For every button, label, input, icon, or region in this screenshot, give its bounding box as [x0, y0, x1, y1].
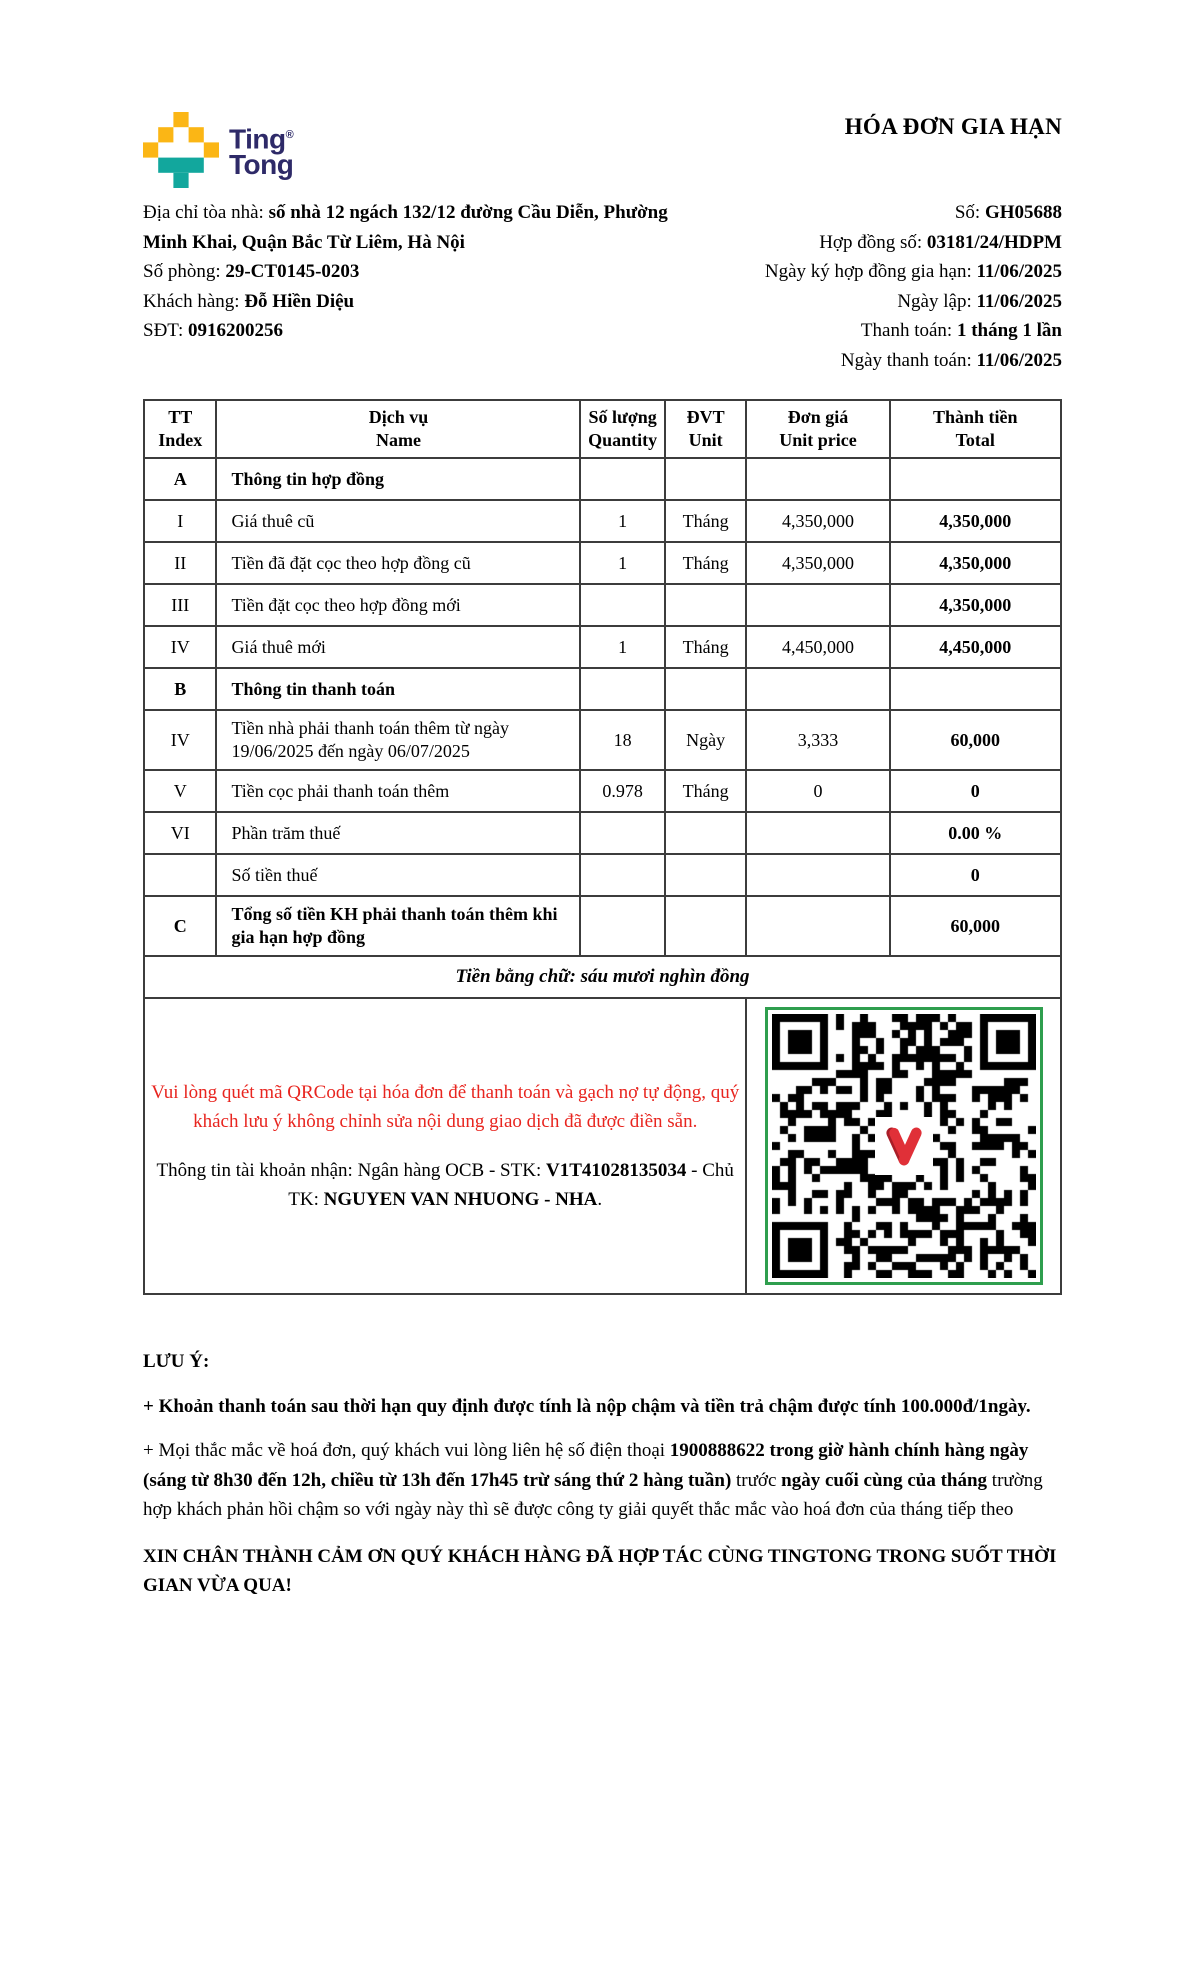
- table-row: [144, 710, 1061, 770]
- vietqr-v-logo: [875, 1117, 933, 1175]
- cell-total: 4,350,000: [890, 542, 1062, 584]
- payment-date-line: Ngày thanh toán: 11/06/2025: [840, 349, 1062, 371]
- cell-price: [746, 584, 889, 626]
- cell-name: Thông tin hợp đồng: [216, 458, 580, 500]
- page-header: [143, 112, 1062, 190]
- col-header-unit-price: Đơn giá Unit price: [746, 400, 889, 458]
- cell-unit: Tháng: [665, 770, 747, 812]
- note-segment: 1900888622 trong giờ hành chính hàng ngày (sáng từ 8h30 đến 12h, chiều từ 13h đến 17h45 trừ sáng thứ 2 hàng tuần): [143, 1440, 1029, 1491]
- thank-you-message: XIN CHÂN THÀNH CẢM ƠN QUÝ KHÁCH HÀNG ĐÃ HỢP TÁC CÙNG TINGTONG TRONG SUỐT THỜI GIAN VỪA QUA!: [143, 1545, 1057, 1596]
- table-row: [144, 854, 1061, 896]
- cell-qty: 18: [580, 710, 664, 770]
- col-header-total: Thành tiền Total: [890, 400, 1062, 458]
- cell-qty: [580, 584, 664, 626]
- cell-unit: Tháng: [665, 542, 747, 584]
- cell-qty: [580, 854, 664, 896]
- cell-price: [746, 668, 889, 710]
- table-row: [144, 668, 1061, 710]
- contract-number-line: Hợp đồng số: 03181/24/HDPM: [819, 231, 1062, 253]
- cell-price: 4,350,000: [746, 500, 889, 542]
- cell-unit: [665, 458, 747, 500]
- cell-price: [746, 458, 889, 500]
- note-segment: ngày cuối cùng của tháng: [781, 1469, 988, 1491]
- cell-price: [746, 854, 889, 896]
- col-header-quantity: Số lượng Quantity: [580, 400, 664, 458]
- cell-price: 4,450,000: [746, 626, 889, 668]
- table-row: [144, 584, 1061, 626]
- cell-index: III: [144, 584, 216, 626]
- phone-line: SĐT: 0916200256: [143, 320, 283, 341]
- cell-total: 0.00 %: [890, 812, 1062, 854]
- note-segment: + Mọi thắc mắc về hoá đơn, quý khách vui lòng liên hệ số điện thoại: [143, 1440, 670, 1461]
- building-address-line: Địa chỉ tòa nhà: số nhà 12 ngách 132/12 đường Cầu Diễn, Phường Minh Khai, Quận Bắc Từ Liêm, Hà Nội: [143, 202, 668, 253]
- customer-name-line: Khách hàng: Đỗ Hiền Diệu: [143, 290, 355, 312]
- cell-total: 60,000: [890, 896, 1062, 956]
- cell-name: Tiền nhà phải thanh toán thêm từ ngày 19/06/2025 đến ngày 06/07/2025: [216, 710, 580, 770]
- qr-code-cell: [746, 998, 1061, 1294]
- account-holder: NGUYEN VAN NHUONG - NHA: [323, 1189, 598, 1210]
- table-header-row: [144, 400, 1061, 458]
- payment-instructions-cell: [144, 998, 746, 1294]
- renewal-sign-date-line: Ngày ký hợp đồng gia hạn: 11/06/2025: [764, 261, 1062, 282]
- cell-name: Tiền cọc phải thanh toán thêm: [216, 770, 580, 812]
- cell-total: 0: [890, 854, 1062, 896]
- note-segment: trường hợp khách phản hồi chậm so với ngày này thì sẽ được công ty giải quyết thắc mắc vào hoá đơn của tháng tiếp theo: [143, 1469, 1043, 1520]
- cell-index: II: [144, 542, 216, 584]
- cell-unit: [665, 896, 747, 956]
- cell-price: [746, 812, 889, 854]
- amount-in-words-row: [144, 956, 1061, 998]
- note-segment: trước: [731, 1469, 782, 1491]
- tingtong-logo: [143, 112, 294, 188]
- cell-unit: Tháng: [665, 500, 747, 542]
- table-row: [144, 770, 1061, 812]
- invoice-meta: [765, 198, 1062, 375]
- cell-index: I: [144, 500, 216, 542]
- cell-name: Tiền đã đặt cọc theo hợp đồng cũ: [216, 542, 580, 584]
- cell-unit: Tháng: [665, 626, 747, 668]
- cell-name: Thông tin thanh toán: [216, 668, 580, 710]
- table-row: [144, 500, 1061, 542]
- payment-cycle-line: Thanh toán: 1 tháng 1 lần: [860, 320, 1062, 341]
- cell-qty: 1: [580, 542, 664, 584]
- cell-unit: [665, 584, 747, 626]
- cell-name: Số tiền thuế: [216, 854, 580, 896]
- cell-name: Tổng số tiền KH phải thanh toán thêm khi gia hạn hợp đồng: [216, 896, 580, 956]
- tingtong-logo-text: [229, 122, 294, 181]
- col-header-unit: ĐVT Unit: [665, 400, 747, 458]
- late-payment-note: + Khoản thanh toán sau thời hạn quy định được tính là nộp chậm và tiền trả chậm được tính 100.000đ/1ngày.: [143, 1395, 1031, 1417]
- cell-index: A: [144, 458, 216, 500]
- document-title: HÓA ĐƠN GIA HẠN: [844, 114, 1062, 139]
- amount-in-words: Tiền bằng chữ: sáu mươi nghìn đồng: [144, 956, 1061, 998]
- tingtong-logo-icon: [143, 112, 219, 188]
- cell-total: 4,350,000: [890, 500, 1062, 542]
- cell-index: [144, 854, 216, 896]
- col-header-index: TT Index: [144, 400, 216, 458]
- cell-qty: 1: [580, 626, 664, 668]
- table-row: [144, 626, 1061, 668]
- cell-price: [746, 896, 889, 956]
- cell-total: 4,450,000: [890, 626, 1062, 668]
- account-number: V1T41028135034: [546, 1160, 687, 1181]
- qr-code-frame: [765, 1007, 1043, 1285]
- cell-qty: [580, 668, 664, 710]
- cell-unit: [665, 812, 747, 854]
- cell-unit: Ngày: [665, 710, 747, 770]
- cell-unit: [665, 668, 747, 710]
- notes-title: LƯU Ý:: [143, 1351, 210, 1372]
- invoice-number-line: Số: GH05688: [954, 202, 1062, 223]
- cell-total: [890, 458, 1062, 500]
- cell-qty: 0.978: [580, 770, 664, 812]
- cell-name: Phần trăm thuế: [216, 812, 580, 854]
- invoice-table: [143, 399, 1062, 1295]
- cell-index: V: [144, 770, 216, 812]
- cell-name: Giá thuê mới: [216, 626, 580, 668]
- cell-index: IV: [144, 710, 216, 770]
- registered-mark: ®: [285, 128, 294, 141]
- issue-date-line: Ngày lập: 11/06/2025: [897, 290, 1062, 312]
- col-header-name: Dịch vụ Name: [216, 400, 580, 458]
- receiving-account-info: Thông tin tài khoản nhận: Ngân hàng OCB - STK: V1T41028135034 - Chủ TK: NGUYEN VAN NHUONG - NHA.: [156, 1160, 734, 1210]
- invoice-info: [143, 198, 1062, 375]
- cell-index: C: [144, 896, 216, 956]
- cell-name: Tiền đặt cọc theo hợp đồng mới: [216, 584, 580, 626]
- cell-index: B: [144, 668, 216, 710]
- cell-price: 3,333: [746, 710, 889, 770]
- cell-index: VI: [144, 812, 216, 854]
- hotline-note: [143, 1436, 1062, 1525]
- brand-name-line2: Tong: [229, 149, 294, 181]
- table-row: [144, 812, 1061, 854]
- qr-payment-row: [144, 998, 1061, 1294]
- cell-total: 4,350,000: [890, 584, 1062, 626]
- notes-section: [143, 1347, 1062, 1601]
- brand-name-line1: Ting: [229, 123, 286, 155]
- table-row: [144, 542, 1061, 584]
- room-number-line: Số phòng: 29-CT0145-0203: [143, 261, 360, 282]
- cell-total: [890, 668, 1062, 710]
- cell-total: 60,000: [890, 710, 1062, 770]
- table-row: [144, 896, 1061, 956]
- cell-unit: [665, 854, 747, 896]
- table-row: [144, 458, 1061, 500]
- qr-scan-note: Vui lòng quét mã QRCode tại hóa đơn để thanh toán và gạch nợ tự động, quý khách lưu ý không chỉnh sửa nội dung giao dịch đã được điền sẵn.: [151, 1082, 740, 1132]
- cell-name: Giá thuê cũ: [216, 500, 580, 542]
- cell-qty: 1: [580, 500, 664, 542]
- cell-price: 0: [746, 770, 889, 812]
- cell-qty: [580, 896, 664, 956]
- cell-qty: [580, 812, 664, 854]
- cell-qty: [580, 458, 664, 500]
- customer-info: [143, 198, 668, 375]
- cell-index: IV: [144, 626, 216, 668]
- cell-price: 4,350,000: [746, 542, 889, 584]
- cell-total: 0: [890, 770, 1062, 812]
